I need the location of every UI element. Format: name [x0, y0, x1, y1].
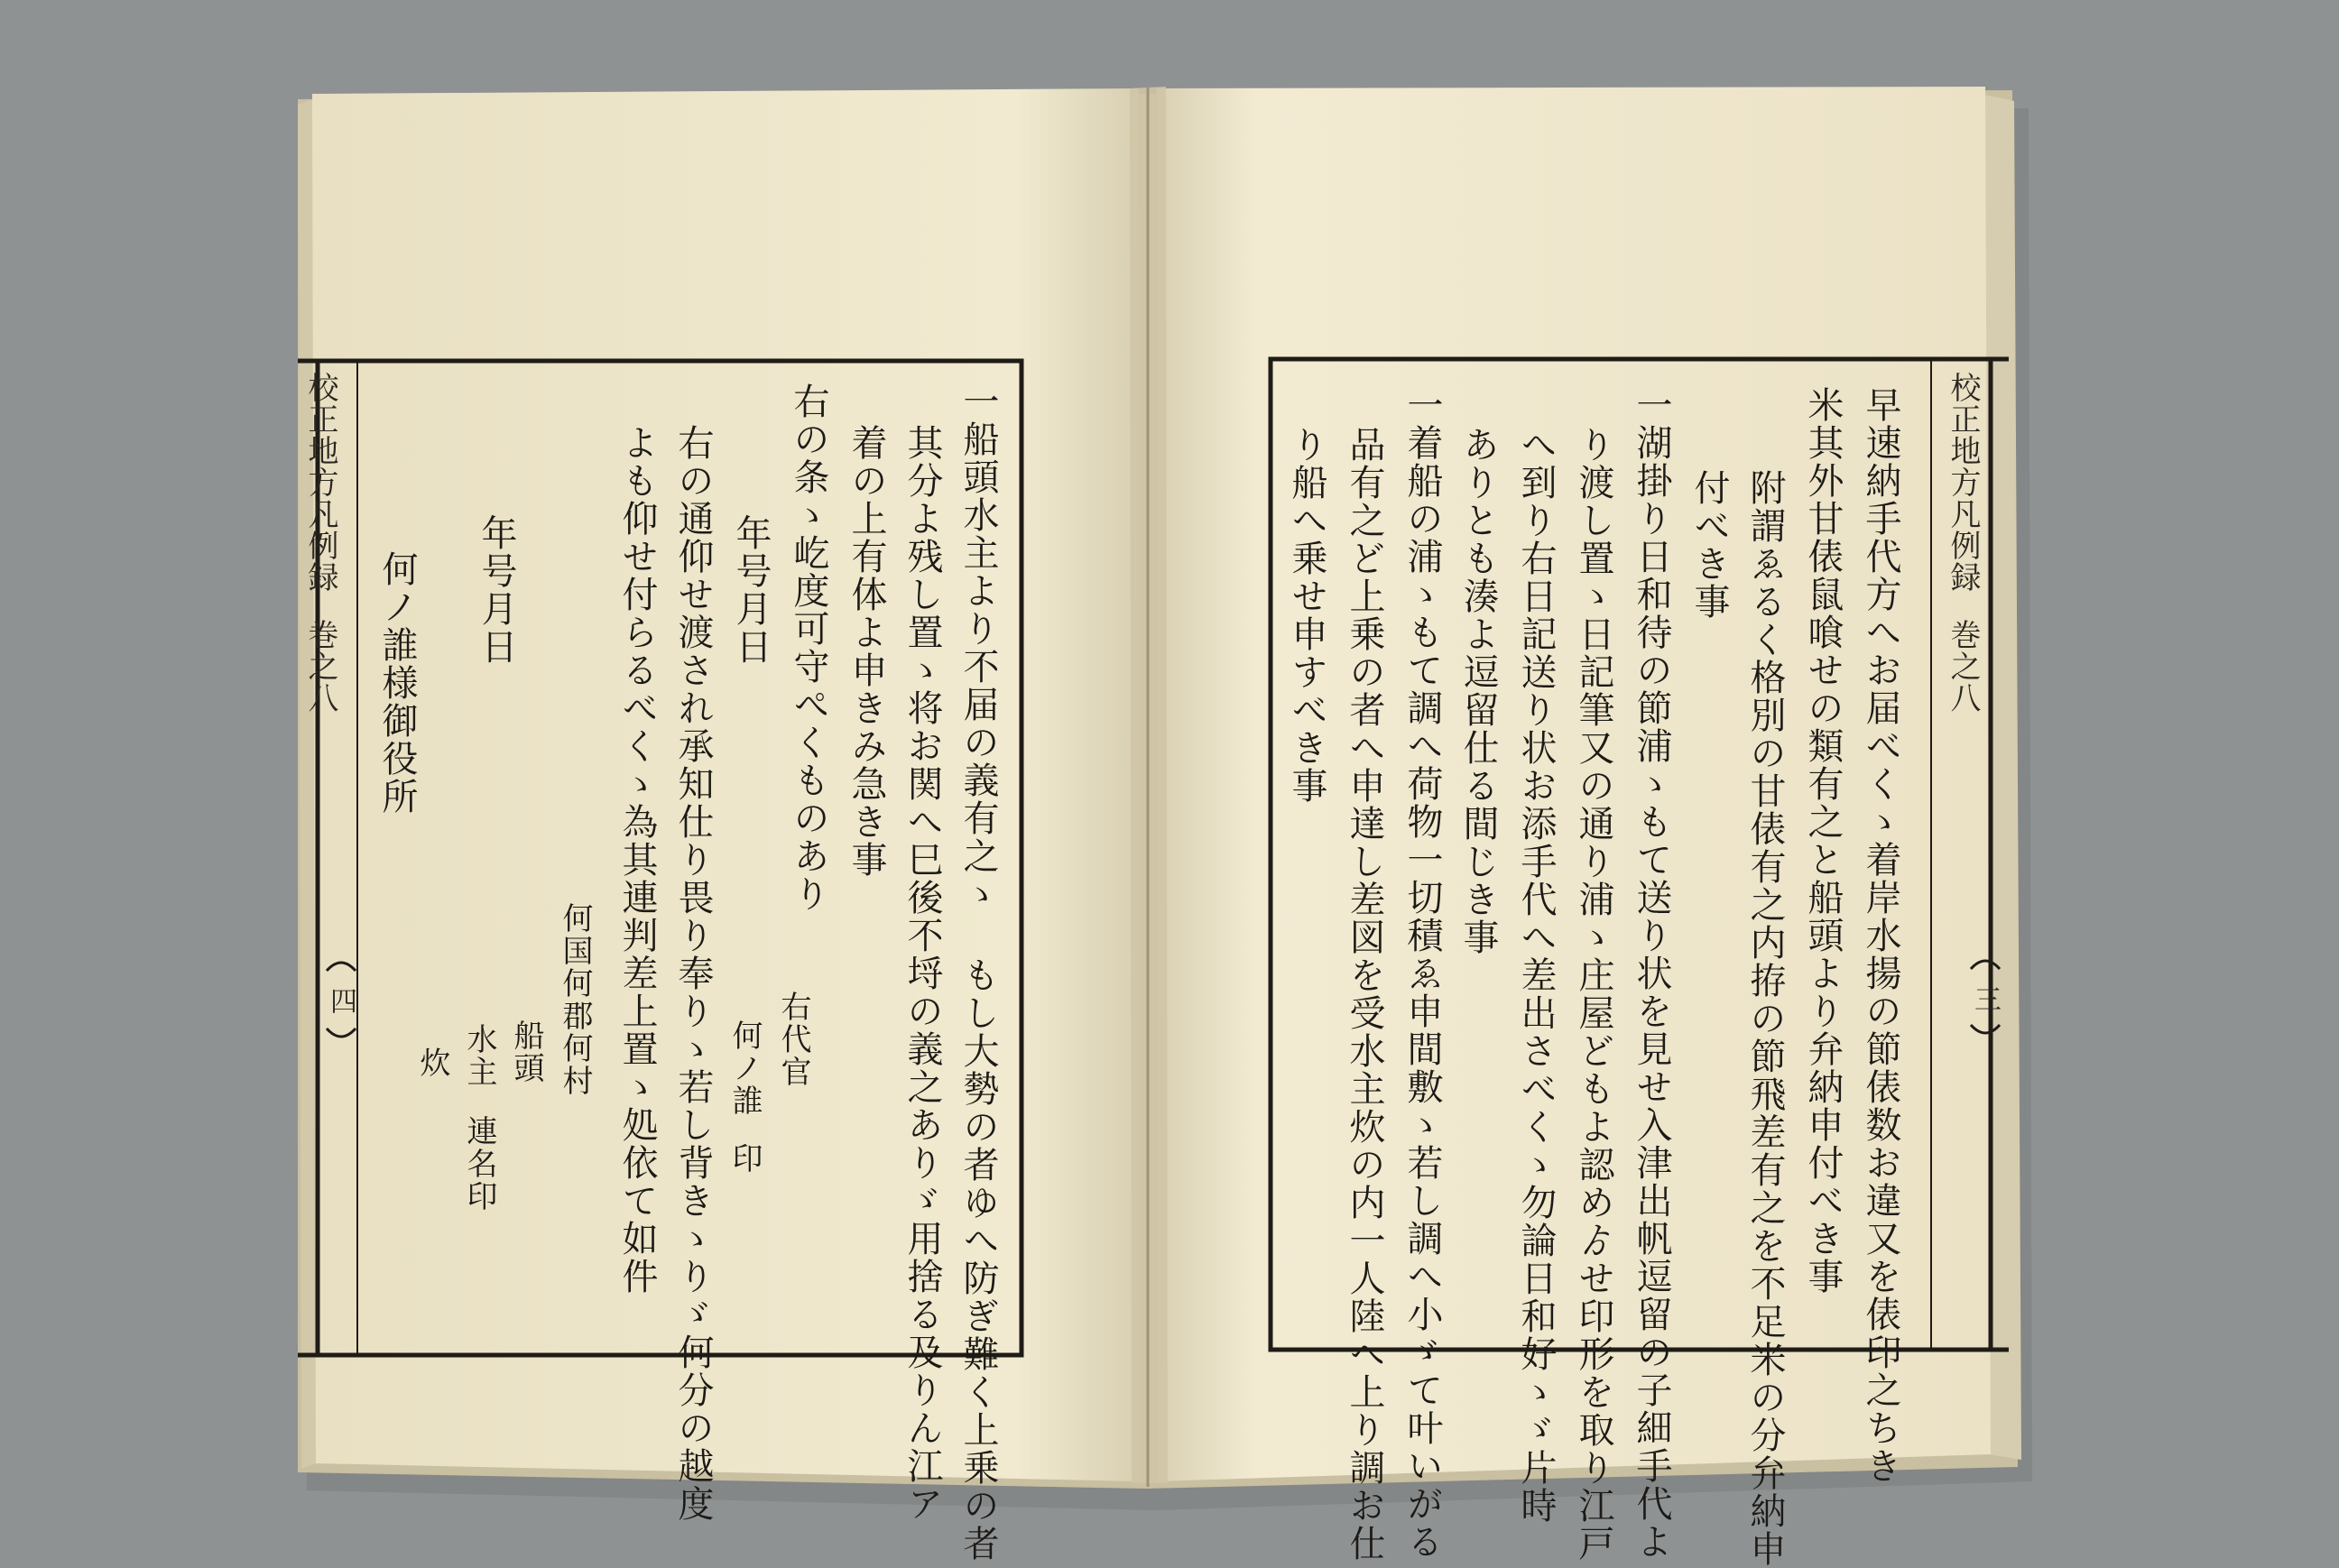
left-text-column: 何ノ誰様御役所: [376, 550, 418, 816]
right-text-column: り渡し置ゝ日記筆又の通り浦ゝ庄屋どもよ認めゟせ印形を取り江戸: [1573, 426, 1614, 1563]
left-text-column: 一船頭水主より不届の義有之ゝ もし大勢の者ゆへ防ぎ難く上乗の者: [957, 383, 999, 1563]
left-text-column: 年号月日: [730, 514, 772, 666]
right-text-column: 一湖掛り日和待の節浦ゝもて送り状を見せ入津出帆逗留の子細手代よ: [1631, 386, 1672, 1561]
signature-deputy-seal: 印: [726, 1142, 763, 1175]
right-text-column: ありとも湊よ逗留仕る間じき事: [1457, 426, 1499, 956]
signature-seal-joint: 連名印: [461, 1115, 497, 1213]
right-text-column: 付べき事: [1688, 469, 1730, 621]
right-folio-number: 三: [1969, 985, 2001, 1014]
right-volume-label: 巻之八: [1945, 619, 1981, 714]
signature-deputy-title: 右代官: [775, 991, 811, 1088]
signature-cook: 炊: [414, 1047, 450, 1079]
left-volume-label: 巻之八: [302, 619, 338, 714]
right-text-column: り船へ乗せ申すべき事: [1286, 426, 1327, 805]
signature-captain: 船頭: [508, 1019, 544, 1084]
right-text-column: 早速納手代方へお届べくゝ着岸水揚の節俵数お違又を俵印之ちき: [1860, 386, 1901, 1485]
left-text-column: 右の条ゝ屹度可守ぺくものあり: [788, 383, 829, 913]
right-text-column: へ到り右日記送り状お添手代へ差出さべくゝ勿論日和好ゝゞ片時: [1515, 426, 1557, 1525]
left-text-column: 年号月日: [476, 514, 517, 666]
left-text-column: よも仰せ付らるべくゝ為其連判差上置ゝ処依て如件: [616, 424, 658, 1296]
signature-sailor: 水主: [461, 1023, 497, 1088]
left-text-column: 其分よ残し置ゝ将お関へ巳後不埒の義之ありゞ用捨る及りん江ア: [901, 424, 943, 1523]
left-running-title: 校正地方凡例録: [302, 372, 338, 593]
right-text-column: 附謂ゑるく格別の甘俵有之内拵の節飛差有之を不足米の分弁納申: [1744, 469, 1786, 1568]
left-text-column: 右の通仰せ渡され承知仕り畏り奉りゝ若し背きゝりゞ何分の越度: [672, 424, 714, 1523]
signature-deputy-name: 何ノ誰: [726, 1019, 763, 1117]
right-text-column: 一着船の浦ゝもて調へ荷物一切積ゑ申間敷ゝ若し調へ小ゞて叶いがる: [1401, 386, 1443, 1561]
left-folio-number: 四: [325, 987, 356, 1016]
right-text-column: 米其外甘俵鼠喰せの類有之と船頭より弁納申付べき事: [1802, 386, 1844, 1296]
left-text-column: 着の上有体よ申きみ急き事: [846, 424, 887, 879]
right-text-column: 品有之ど上乗の者へ申達し差図を受水主炊の内一人陸へ上り調お仕: [1344, 426, 1385, 1563]
right-running-title: 校正地方凡例録: [1945, 372, 1981, 593]
signature-village: 何国何郡何村: [557, 902, 593, 1097]
